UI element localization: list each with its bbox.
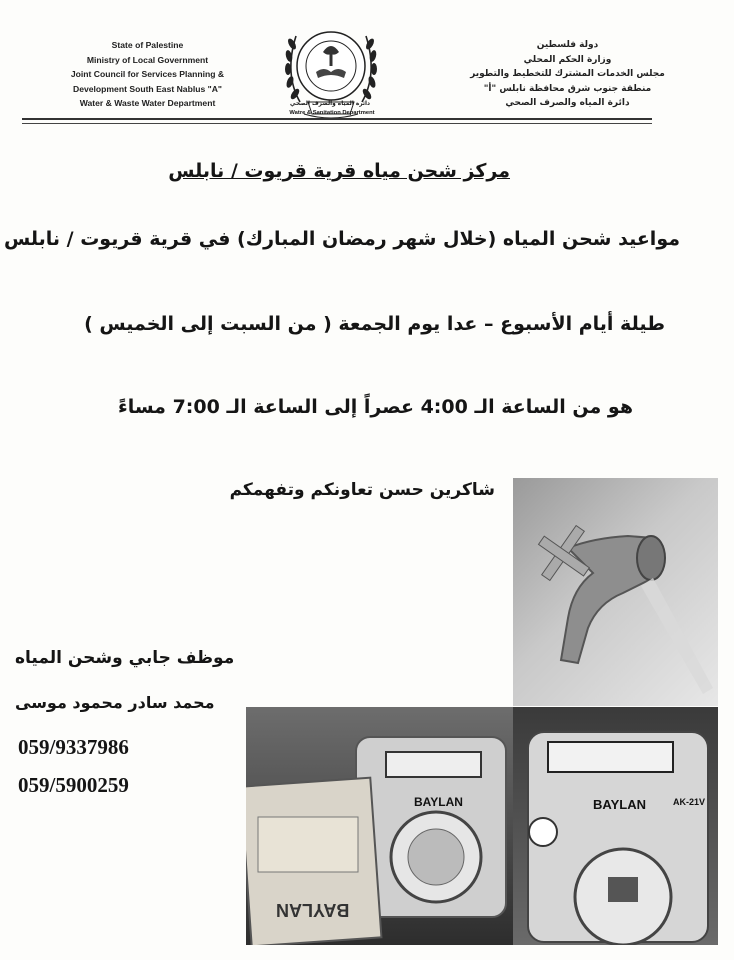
box-brand-label: BAYLAN xyxy=(276,900,350,920)
header-en-line-2: Ministry of Local Government xyxy=(86,54,209,65)
water-tap-photo xyxy=(513,478,718,706)
meter-brand-label-2: BAYLAN xyxy=(593,797,646,812)
header-divider-thin xyxy=(22,123,652,124)
header-english-block xyxy=(30,38,265,111)
header-ar-line-1: دولة فلسطين xyxy=(536,40,599,50)
header-ar-line-2: وزارة الحكم المحلي xyxy=(523,54,612,65)
contact-phone-2: 059/5900259 xyxy=(18,773,129,797)
contact-phone-1: 059/9337986 xyxy=(18,735,129,759)
header-en-line-4: Development South East Nablus "A" xyxy=(72,83,222,94)
header-en-line-3: Joint Council for Services Planning & xyxy=(70,69,225,79)
water-meter-closeup-photo xyxy=(513,707,718,945)
header-en-line-5: Water & Waste Water Department xyxy=(79,98,216,108)
header-divider xyxy=(22,118,652,120)
notice-line-days: طيلة أيام الأسبوع – عدا يوم الجمعة ( من السبت إلى الخميس ) xyxy=(84,313,665,335)
header-ar-line-4: منطقة جنوب شرق محافظة نابلس "أ" xyxy=(483,83,652,94)
contact-role: موظف جابي وشحن المياه xyxy=(15,648,235,668)
notice-title: مركز شحن مياه قرية قريوت / نابلس xyxy=(168,160,510,182)
header-ar-line-3: مجلس الخدمات المشترك للتخطيط والتطوير xyxy=(470,69,665,79)
notice-line-hours: هو من الساعة الـ 4:00 عصراً إلى الساعة الـ 7:00 مساءً xyxy=(118,396,633,418)
notice-thanks: شاكرين حسن تعاونكم وتفهمكم xyxy=(229,480,495,500)
contact-name: محمد سادر محمود موسى xyxy=(15,693,215,712)
water-meters-box-photo xyxy=(246,707,516,945)
header-ar-line-5: دائرة المياه والصرف الصحي xyxy=(505,98,630,108)
logo-caption-ar: دائرة المياه والصرف الصحي xyxy=(290,101,370,107)
notice-line-schedule: مواعيد شحن المياه (خلال شهر رمضان المبارك) في قرية قريوت / نابلس xyxy=(4,228,680,250)
meter-model-label: AK-21V xyxy=(673,797,706,807)
logo-caption-en: Watre & Sanitation Department xyxy=(289,110,375,116)
header-arabic-block xyxy=(455,38,680,111)
header-en-line-1: State of Palestine xyxy=(111,40,184,50)
meter-brand-label-1: BAYLAN xyxy=(414,795,463,809)
